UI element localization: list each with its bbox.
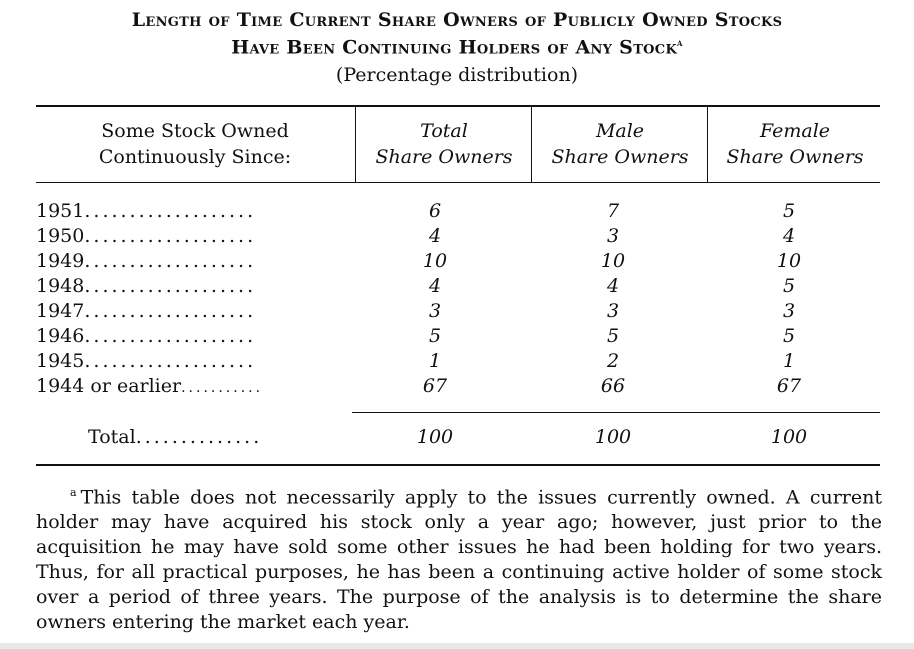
row-label-text: 1948	[36, 275, 85, 297]
table-row	[36, 349, 896, 374]
total-value: 5	[428, 325, 442, 347]
male-value: 3	[606, 300, 620, 322]
male-value: 4	[606, 275, 620, 297]
header-divider-2	[531, 107, 532, 182]
female-value: 5	[782, 325, 796, 347]
male-value: 10	[600, 250, 626, 272]
table-row	[36, 224, 896, 249]
row-label-text: 1946	[36, 325, 85, 347]
male-header-line-1: Male	[595, 120, 645, 142]
table-bottom-rule	[36, 464, 880, 466]
male-value: 66	[600, 375, 626, 397]
male-value: 2	[606, 350, 620, 372]
row-label	[36, 199, 356, 224]
total-separator-rule	[352, 412, 880, 413]
header-divider-1	[355, 107, 356, 182]
row-label	[36, 224, 356, 249]
total-value: 6	[428, 200, 442, 222]
female-value: 100	[770, 426, 808, 448]
female-value: 4	[782, 225, 796, 247]
table-row	[36, 274, 896, 299]
row-label-text: 1949	[36, 250, 85, 272]
table-top-rule	[36, 105, 880, 107]
female-share-owners-header	[709, 118, 881, 170]
female-header-line-1: Female	[759, 120, 831, 142]
table-row	[36, 324, 896, 349]
row-label-text: 1951	[36, 200, 85, 222]
male-value: 100	[594, 426, 632, 448]
female-value: 67	[776, 375, 802, 397]
total-share-owners-header	[357, 118, 531, 170]
table-footnote	[36, 480, 882, 635]
total-header-line-2: Share Owners	[375, 146, 513, 168]
row-label	[36, 249, 356, 274]
table-title-line-1: Length of Time Current Share Owners of Publicly Owned Stocks	[131, 9, 783, 31]
male-value: 5	[606, 325, 620, 347]
row-label-text: 1944 or earlier	[36, 375, 182, 397]
table-row	[36, 299, 896, 324]
leader-dots: ...................	[84, 325, 257, 347]
female-value: 10	[776, 250, 802, 272]
total-value: 100	[416, 426, 454, 448]
total-row-label-text: Total	[88, 426, 136, 448]
total-value: 1	[428, 350, 442, 372]
title-footnote-marker: a	[677, 38, 683, 49]
stub-header-line-2: Continuously Since:	[98, 146, 292, 168]
table-row	[36, 249, 896, 274]
row-label-text: 1947	[36, 300, 85, 322]
header-bottom-rule	[36, 182, 880, 183]
leader-dots: ...........	[181, 380, 264, 396]
total-value: 10	[422, 250, 448, 272]
leader-dots: ...................	[84, 225, 257, 247]
table-row	[36, 199, 896, 224]
total-value: 3	[428, 300, 442, 322]
female-value: 3	[782, 300, 796, 322]
page-bottom-band	[0, 643, 914, 649]
row-label	[36, 374, 356, 401]
row-label	[36, 324, 356, 349]
total-row-label	[88, 425, 408, 450]
female-header-line-2: Share Owners	[726, 146, 864, 168]
stub-header-line-1: Some Stock Owned	[101, 120, 289, 142]
female-value: 5	[782, 200, 796, 222]
header-divider-3	[707, 107, 708, 182]
row-label	[36, 274, 356, 299]
table-title-line-2-text: Have Been Continuing Holders of Any Stock	[231, 36, 678, 59]
row-label-text: 1945	[36, 350, 85, 372]
table-title-line-2	[0, 32, 914, 59]
female-value: 5	[782, 275, 796, 297]
row-label-text: 1950	[36, 225, 85, 247]
leader-dots: ..............	[135, 426, 263, 448]
leader-dots: ...................	[84, 250, 257, 272]
male-value: 7	[606, 200, 620, 222]
leader-dots: ...................	[84, 200, 257, 222]
male-value: 3	[606, 225, 620, 247]
table-subtitle: (Percentage distribution)	[335, 64, 579, 86]
leader-dots: ...................	[84, 350, 257, 372]
total-value: 4	[428, 275, 442, 297]
total-value: 4	[428, 225, 442, 247]
female-value: 1	[782, 350, 796, 372]
male-header-line-2: Share Owners	[551, 146, 689, 168]
total-row	[36, 425, 896, 450]
footnote-text: This table does not necessarily apply to the issues currently owned. A current holder may have acquired his stock only a year ago; however, just prior to the acquisition he may have sold some other issues he had been holding for two years. Thus, for all practical purposes, he has been a continuing active holder of some stock over a period of three years. The purpose of the analysis is to determine the share owners entering the market each year.	[36, 486, 882, 634]
stub-header	[36, 118, 354, 170]
leader-dots: ...................	[84, 300, 257, 322]
row-label	[36, 299, 356, 324]
footnote-marker: a	[70, 486, 77, 499]
leader-dots: ...................	[84, 275, 257, 297]
male-share-owners-header	[533, 118, 707, 170]
total-value: 67	[422, 375, 448, 397]
row-label	[36, 349, 356, 374]
table-row	[36, 374, 896, 399]
total-header-line-1: Total	[420, 120, 468, 142]
